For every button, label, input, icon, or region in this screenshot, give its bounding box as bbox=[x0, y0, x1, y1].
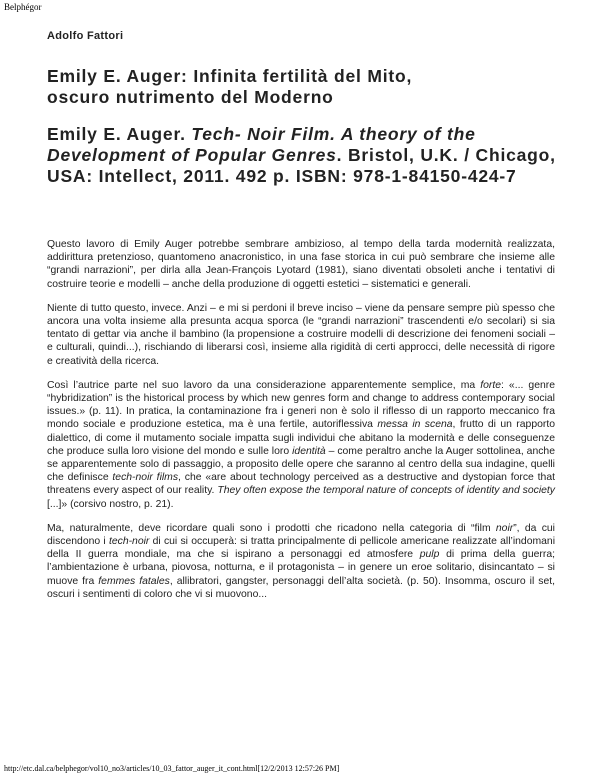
site-header: Belphégor bbox=[4, 2, 42, 12]
p4-text: , allibratori, gangster, personaggi dell’alta società. (p. 50). Insomma, oscuro il set, oscuri i sentimenti di coloro che vi si muovono... bbox=[47, 575, 556, 600]
p4-italic: pulp bbox=[419, 549, 440, 561]
ref-book-title: Tech- Noir Film. A theory of the Development of Popular Genres bbox=[47, 124, 476, 165]
p4-text: ”, da cui discendono i bbox=[47, 522, 555, 548]
article-author: Adolfo Fattori bbox=[47, 30, 124, 42]
paragraph-1: Questo lavoro di Emily Auger potrebbe sembrare ambizioso, al tempo della tarda modernità realizzata, addirittura pretenzioso, quantomeno anacronistico, in una fase storica in cui può sembrare che insieme alle “grandi narrazioni”, per dirla alla Jean-François Lyotard (1981), siano diventati obsoleti anche i tentativi di costruire teorie e modelli – anche della produzione di oggetti estetici – sistematici e generali. bbox=[47, 239, 555, 290]
p3-italic: messa in scena bbox=[377, 419, 453, 431]
article-body bbox=[47, 238, 555, 612]
paragraph-3 bbox=[47, 379, 555, 511]
p3-italic: identità bbox=[292, 445, 326, 457]
paragraph-4 bbox=[47, 522, 555, 601]
p3-text: , che «are about technology perceived as a destructive and dystopian force that threatens every aspect of our reality. bbox=[47, 472, 555, 497]
ref-publication: . Bristol, U.K. / Chicago, USA: Intellect, 2011. 492 p. ISBN: 978-1-84150-424-7 bbox=[47, 145, 556, 186]
p3-text: Così l’autrice parte nel suo lavoro da una considerazione apparentemente semplice, ma bbox=[47, 379, 481, 391]
ref-author: Emily E. Auger. bbox=[47, 124, 192, 144]
paragraph-2: Niente di tutto questo, invece. Anzi – e mi si perdoni il breve inciso – viene da pensare sempre più spesso che ancora una volta insieme alla presunta acqua sporca (le “grandi narrazioni” trascendenti e/o secolari) si sia tentato di gettar via anche il bambino (la propensione a costruire modelli di descrizione dei fenomeni sociali – e culturali, quindi...), rischiando di liberarsi così, insieme alla rigidità di certi approcci, delle necessità di rigore e creatività della ricerca. bbox=[47, 302, 555, 367]
article-title bbox=[47, 66, 567, 108]
title-line-1: Emily E. Auger: Infinita fertilità del Mito, bbox=[47, 66, 413, 86]
p3-italic: They often expose the temporal nature of concepts of identity and society bbox=[217, 485, 555, 497]
p3-text: : «... genre “hybridization” is the historical process by which new genres form and change to address contemporary social issues.» (p. 11). In pratica, la contaminazione fra i generi non è solo il riflesso di un rapporto meccanico fra mondo sociale e produzione estetica, ma è una fertile, autoriflessiva bbox=[47, 379, 555, 431]
page-footer-url: http://etc.dal.ca/belphegor/vol10_no3/articles/10_03_fattor_auger_it_cont.html[12/2/2013 12:57:26 PM] bbox=[4, 764, 340, 773]
p3-text: , frutto di un rapporto dialettico, di come il mutamento sociale impatta sugli individui che abitano la modernità e delle conseguenze che produce sulla loro visione del mondo e sulle loro bbox=[47, 419, 555, 457]
p4-text: Ma, naturalmente, deve ricordare quali sono i prodotti che ricadono nella categoria di “film bbox=[47, 522, 496, 534]
p4-italic: noir bbox=[495, 522, 514, 534]
p4-text: di prima della guerra; l’ambientazione è urbana, piovosa, notturna, e il protagonista – in genere un eroe solitario, disincantato – si muove fra bbox=[47, 549, 555, 587]
p4-italic: tech-noir bbox=[108, 536, 150, 548]
p4-text: di cui si occuperà: si tratta principalmente di pellicole americane realizzate all’indomani della II guerra mondiale, ma che si ispirano a personaggi ed atmosfere bbox=[47, 536, 556, 561]
p3-italic: tech-noir films bbox=[112, 472, 179, 484]
book-reference bbox=[47, 124, 567, 187]
p3-text: – come peraltro anche la Auger sottolinea, anche se apparentemente solo di passaggio, a proposito delle opere che saranno al centro della sua indagine, quelli che definisce bbox=[47, 445, 555, 484]
p4-italic: femmes fatales bbox=[98, 575, 170, 587]
p3-text: [...]» (corsivo nostro, p. 21). bbox=[47, 498, 174, 510]
title-line-2: oscuro nutrimento del Moderno bbox=[47, 87, 334, 107]
p3-italic: forte bbox=[480, 379, 501, 391]
